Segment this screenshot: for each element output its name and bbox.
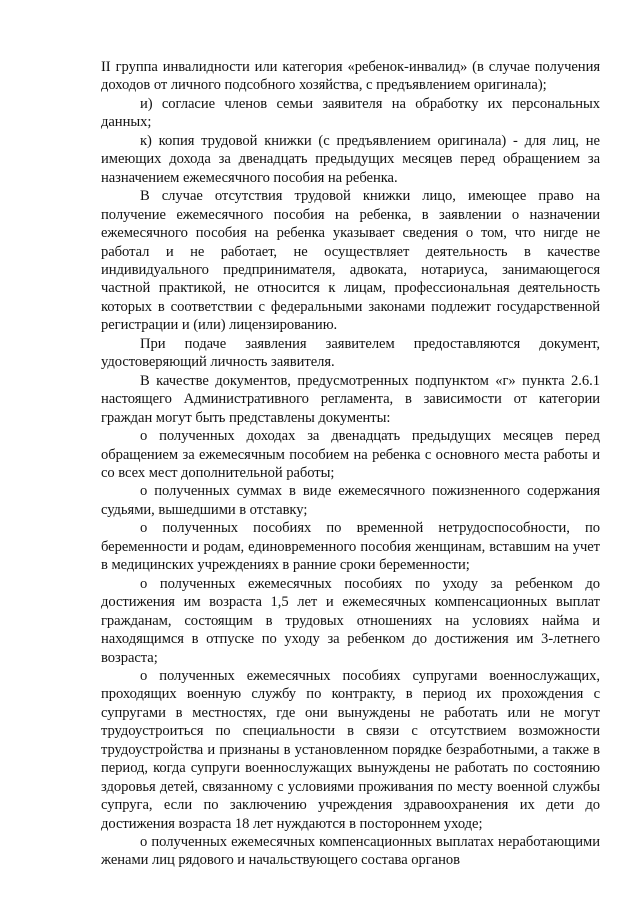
document-body <box>101 58 600 870</box>
list-item-military-spouse-benefits: о полученных ежемесячных пособиях супругами военнослужащих, проходящих военную службу по контракту, в период их прохождения с супругами в местностях, где они вынуждены не работать или не могут трудоустроиться по специальности в связи с отсутствием возможности трудоустройства и признаны в установленном порядке безработными, а также в период, когда супруги военнослужащих вынуждены не работать по состоянию здоровья детей, связанному с условиями проживания по месту военной службы супруга, если по заключению учреждения здравоохранения их дети до достижения возраста 18 лет нуждаются в постороннем уходе; <box>101 667 600 832</box>
paragraph-item-k-employment-book: к) копия трудовой книжки (с предъявлением оригинала) - для лиц, не имеющих дохода за двенадцать предыдущих месяцев перед обращением за назначением ежемесячного пособия на ребенка. <box>101 132 600 186</box>
paragraph-item-i-consent: и) согласие членов семьи заявителя на обработку их персональных данных; <box>101 95 600 131</box>
list-item-childcare-benefits: о полученных ежемесячных пособиях по уходу за ребенком до достижения им возраста 1,5 лет и ежемесячных компенсационных выплат гражданам, состоящим в трудовых отношениях на условиях найма и находящимся в отпуске по уходу за ребенком до достижения им 3-летнего возраста; <box>101 575 600 666</box>
paragraph-documents-list-intro: В качестве документов, предусмотренных подпунктом «г» пункта 2.6.1 настоящего Административного регламента, в зависимости от категории граждан могут быть представлены документы: <box>101 372 600 426</box>
paragraph-identity-document: При подаче заявления заявителем предоставляются документ, удостоверяющий личность заявителя. <box>101 335 600 371</box>
paragraph-disability-group: II группа инвалидности или категория «ребенок-инвалид» (в случае получения доходов от личного подсобного хозяйства, с предъявлением оригинала); <box>101 59 600 94</box>
list-item-sick-leave-benefits: о полученных пособиях по временной нетрудоспособности, по беременности и родам, единовременного пособия женщинам, вставшим на учет в медицинских учреждениях в ранние сроки беременности; <box>101 520 600 574</box>
list-item-compensation-payments: о полученных ежемесячных компенсационных выплатах неработающими женами лиц рядового и начальствующего состава органов <box>101 834 600 869</box>
paragraph-no-employment-book: В случае отсутствия трудовой книжки лицо, имеющее право на получение ежемесячного пособия на ребенка, в заявлении о назначении ежемесячного пособия на ребенка указывает сведения о том, что нигде не работал и не работает, не осуществляет деятельность в качестве индивидуального предпринимателя, адвоката, нотариуса, занимающегося частной практикой, не относится к лицам, профессиональная деятельность которых в соответствии с федеральными законами подлежит государственной регистрации и (или) лицензированию. <box>101 188 600 334</box>
list-item-income: о полученных доходах за двенадцать предыдущих месяцев перед обращением за ежемесячным пособием на ребенка с основного места работы и со всех мест дополнительной работы; <box>101 428 600 481</box>
list-item-judges-allowance: о полученных суммах в виде ежемесячного пожизненного содержания судьями, вышедшими в отставку; <box>101 483 600 518</box>
